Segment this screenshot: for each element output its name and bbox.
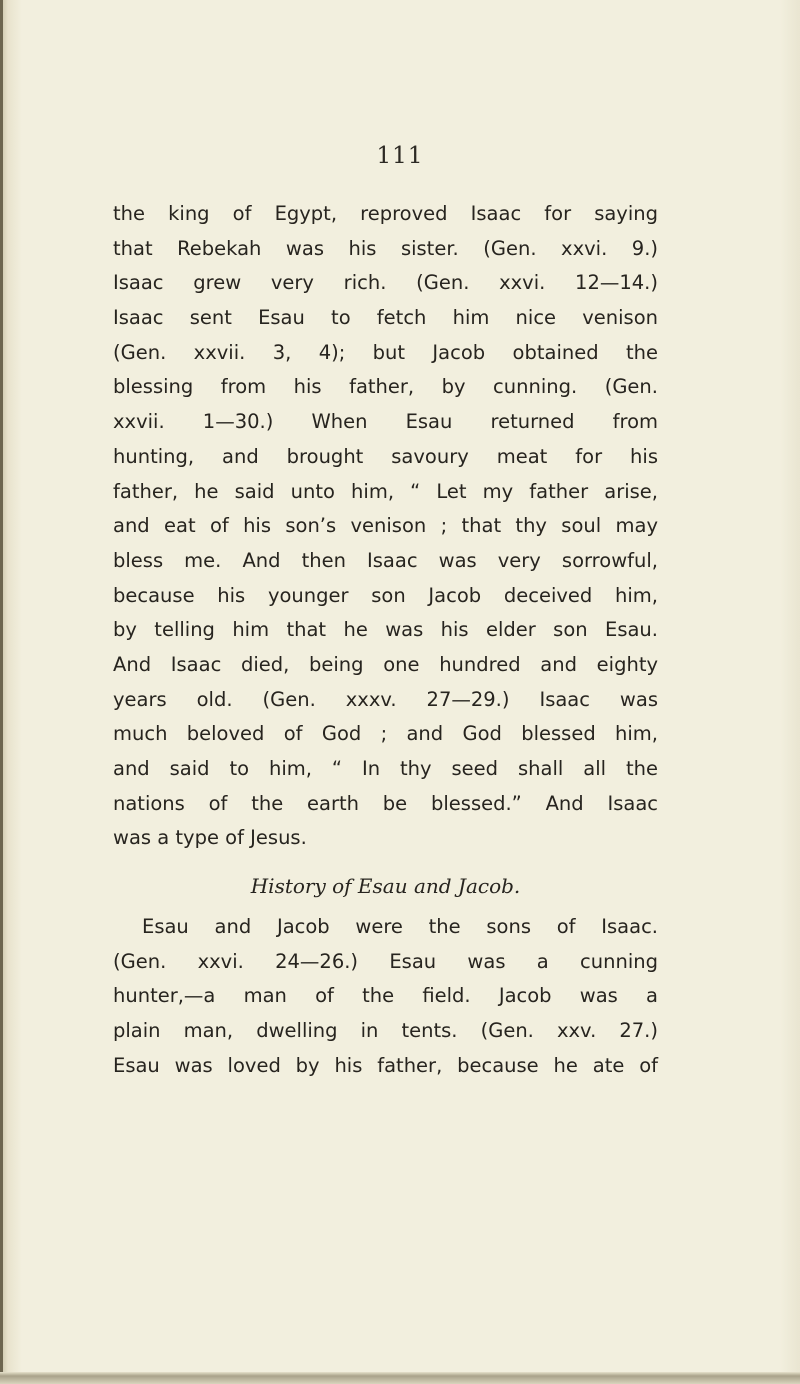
text-line: father, he said unto him, “ Let my father arise,	[113, 479, 658, 503]
text-line: xxvii. 1—30.) When Esau returned from	[113, 410, 658, 434]
text-line: Esau and Jacob were the sons of Isaac.	[142, 915, 658, 939]
text-line: And Isaac died, being one hundred and eighty	[113, 652, 658, 676]
text-line: (Gen. xxvi. 24—26.) Esau was a cunning	[113, 949, 658, 973]
text-line: years old. (Gen. xxxv. 27—29.) Isaac was	[113, 687, 658, 711]
page-number: 111	[376, 143, 424, 169]
text-line: and said to him, “ In thy seed shall all the	[113, 757, 658, 780]
text-line: hunting, and brought savoury meat for his	[113, 444, 658, 468]
text-line: hunter,—a man of the field. Jacob was a	[113, 984, 658, 1008]
text-line: (Gen. xxvii. 3, 4); but Jacob obtained the	[113, 340, 658, 364]
section-heading: History of Esau and Jacob.	[250, 874, 521, 899]
text-line: because his younger son Jacob deceived him,	[113, 583, 658, 607]
text-line: the king of Egypt, reproved Isaac for saying	[113, 202, 658, 225]
body-text	[113, 197, 658, 1084]
text-line: plain man, dwelling in tents. (Gen. xxv. 27.)	[113, 1019, 658, 1043]
text-line: was a type of Jesus.	[113, 826, 307, 850]
text-line: nations of the earth be blessed.” And Isaac	[113, 791, 658, 815]
text-line: that Rebekah was his sister. (Gen. xxvi. 9.)	[113, 236, 658, 260]
text-line: Isaac grew very rich. (Gen. xxvi. 12—14.)	[113, 271, 658, 295]
text-line: by telling him that he was his elder son Esau.	[113, 618, 658, 642]
text-line: Isaac sent Esau to fetch him nice venison	[113, 306, 658, 330]
text-line: Esau was loved by his father, because he ate of	[113, 1053, 658, 1077]
text-line: blessing from his father, by cunning. (Gen.	[113, 375, 658, 399]
page-binding-edge	[0, 0, 3, 1384]
text-line: and eat of his son’s venison ; that thy soul may	[113, 514, 658, 538]
page-bottom-edge	[0, 1372, 800, 1384]
text-line: much beloved of God ; and God blessed him,	[113, 722, 658, 746]
text-line: bless me. And then Isaac was very sorrowful,	[113, 548, 658, 572]
